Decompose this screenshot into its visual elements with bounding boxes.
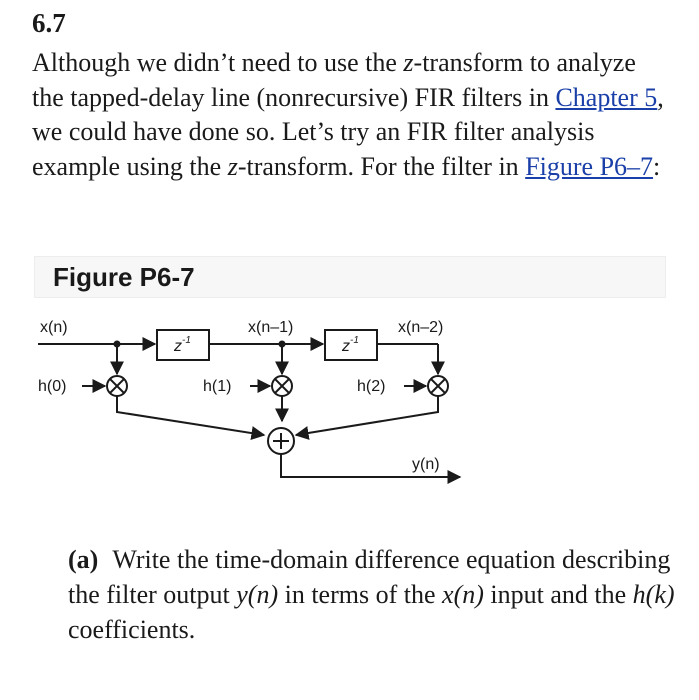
delay-2-label: $z^{-1}$: [342, 335, 359, 355]
part-a-label: (a): [68, 545, 99, 574]
part-a-xn: x(n): [442, 580, 484, 609]
label-xn: x(n): [40, 319, 68, 336]
section-number: 6.7: [32, 8, 66, 38]
problem-intro: [32, 46, 672, 184]
intro-text-1: Although we didn’t need to use the: [32, 48, 404, 77]
intro-text-3: , we could have done so. Let’s try an FIR filter analysis example using the: [32, 82, 664, 181]
part-a-text-4: coefficients.: [68, 615, 196, 644]
part-a-text-1: Write the time-domain difference equation describing the filter output: [68, 545, 671, 609]
delay-1-label: $z^{-1}$: [174, 335, 191, 355]
label-h0: h(0): [38, 378, 67, 395]
label-h1: h(1): [203, 378, 232, 395]
intro-text-4: -transform. For the filter in: [237, 151, 526, 181]
fir-filter-diagram: [0, 300, 699, 500]
intro-text-2: -transform to analyze the tapped-delay line (nonrecursive) FIR filters in: [32, 48, 636, 112]
figure-title-bar: [34, 256, 666, 298]
part-a-question: [68, 542, 678, 647]
part-a-yn: y(n): [236, 580, 279, 609]
intro-z-2: z: [227, 151, 238, 181]
label-h2: h(2): [357, 378, 386, 395]
intro-z-1: z: [403, 48, 414, 77]
label-yn: y(n): [412, 456, 440, 473]
label-xn-1: x(n–1): [248, 319, 294, 336]
sum-line-0: [117, 396, 264, 435]
part-a-text-2: in terms of the: [278, 580, 443, 609]
intro-text-5: :: [653, 151, 661, 181]
part-a-text-3: input and the: [483, 580, 633, 609]
part-a-hk: h(k): [632, 580, 675, 609]
sum-line-2: [296, 396, 438, 435]
figure-p6-7-link[interactable]: Figure P6–7: [525, 151, 654, 181]
figure-title: Figure P6-7: [53, 262, 195, 292]
chapter-5-link[interactable]: Chapter 5: [555, 82, 658, 112]
label-xn-2: x(n–2): [398, 319, 444, 336]
